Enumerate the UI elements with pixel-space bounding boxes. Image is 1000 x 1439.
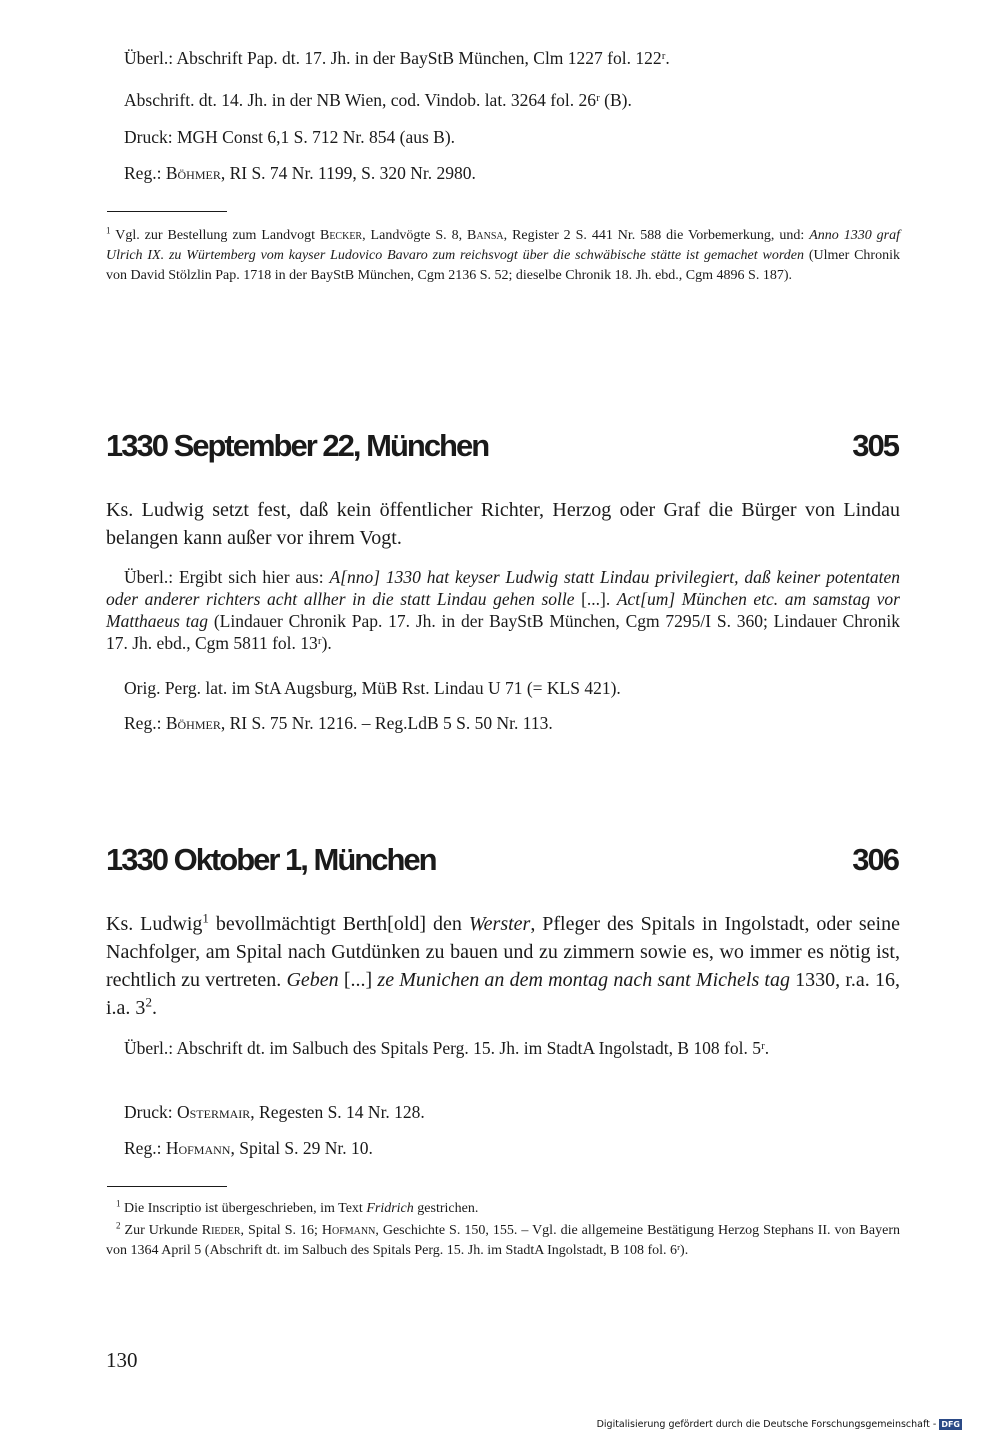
entry-306-regest: Ks. Ludwig$^1$ bevollmächtigt Berth[old] den Werster, Pfleger des Spitals in Ingolstadt, oder seine Nachfolger, am Spital nach Gutdünken zu bauen und zu zimmern sowie es, wo immer es nötig ist, rechtlich zu vertreten. Geben [...] ze Munichen an dem montag nach sant Michels tag 1330, r.a. 16, i.a. $3^2$.: [106, 910, 900, 1019]
entry-305-heading: [106, 428, 898, 472]
entry-305-number: 305: [852, 428, 898, 463]
entry-306-number: 306: [852, 842, 898, 877]
top-source-line-2: Abschrift. dt. 14. Jh. in der NB Wien, cod. Vindob. lat. 3264 fol. 26ʳ (B).: [124, 90, 632, 110]
entry-305-regest: Ks. Ludwig setzt fest, daß kein öffentlicher Richter, Herzog oder Graf die Bürger von Lindau belangen kann außer vor ihrem Vogt.: [106, 499, 900, 549]
entry-306-footnote-1: $^1$ Die Inscriptio ist übergeschrieben, im Text Fridrich gestrichen.: [116, 1198, 479, 1216]
entry-306-date-place: 1330 Oktober 1, München: [106, 842, 436, 877]
dfg-logo-icon: DFG: [941, 1420, 960, 1429]
entry-306-regesta: Reg.: Hofmann, Spital S. 29 Nr. 10.: [124, 1138, 373, 1158]
entry-305-date-place: 1330 September 22, München: [106, 428, 489, 463]
page-number: 130: [106, 1348, 138, 1372]
entry-305-original: Orig. Perg. lat. im StA Augsburg, MüB Rst. Lindau U 71 (= KLS 421).: [124, 678, 621, 698]
footnote-rule-306: [107, 1186, 227, 1187]
entry-306-heading: [106, 842, 898, 886]
entry-306-footnote-2: $^2$ Zur Urkunde Rieder, Spital S. 16; Hofmann, Geschichte S. 150, 155. – Vgl. die allgemeine Bestätigung Herzog Stephans II. von Bayern von 1364 April 5 (Abschrift dt. im Salbuch des Spitals Perg. 15. Jh. im StadtA Ingolstadt, B 108 fol. 6ʳ).: [106, 1220, 900, 1258]
entry-306-uberlieferung: Überl.: Abschrift dt. im Salbuch des Spitals Perg. 15. Jh. im StadtA Ingolstadt, B 108 fol. 5ʳ.: [124, 1038, 770, 1058]
entry-306-druck: Druck: Ostermair, Regesten S. 14 Nr. 128.: [124, 1102, 425, 1122]
top-source-line-3: Druck: MGH Const 6,1 S. 712 Nr. 854 (aus B).: [124, 127, 456, 147]
top-source-line-1: Überl.: Abschrift Pap. dt. 17. Jh. in der BayStB München, Clm 1227 fol. 122ʳ.: [124, 48, 670, 68]
dfg-footer-text: Digitalisierung gefördert durch die Deutsche Forschungsgemeinschaft -: [596, 1419, 937, 1430]
top-footnote-1: $^1$ Vgl. zur Bestellung zum Landvogt Becker, Landvögte S. 8, Bansa, Register 2 S. 441 Nr. 588 die Vorbemerkung, und: Anno 1330 graf Ulrich IX. zu Würtemberg vom kayser Ludovico Bavaro zum reichsvogt über die schwäbische stätte ist gemachet worden (Ulmer Chronik von David Stölzlin Pap. 1718 in der BayStB München, Cgm 2136 S. 52; dieselbe Chronik 18. Jh. ebd., Cgm 4896 S. 187).: [106, 225, 900, 283]
dfg-footer: [597, 1419, 962, 1430]
entry-305-uberlieferung: Überl.: Ergibt sich hier aus: A[nno] 1330 hat keyser Ludwig statt Lindau privilegiert, daß keiner potentaten oder anderer richters acht allher in die statt Lindau gehen solle [...]. Act[um] München etc. am samstag vor Matthaeus tag (Lindauer Chronik Pap. 17. Jh. in der BayStB München, Cgm 7295/I S. 360; Lindauer Chronik 17. Jh. ebd., Cgm 5811 fol. 13ʳ).: [106, 567, 900, 653]
footnote-rule-top: [107, 211, 227, 212]
entry-305-regesta: Reg.: Böhmer, RI S. 75 Nr. 1216. – Reg.LdB 5 S. 50 Nr. 113.: [124, 713, 553, 733]
top-regesta: Reg.: Böhmer, RI S. 74 Nr. 1199, S. 320 Nr. 2980.: [124, 163, 476, 183]
